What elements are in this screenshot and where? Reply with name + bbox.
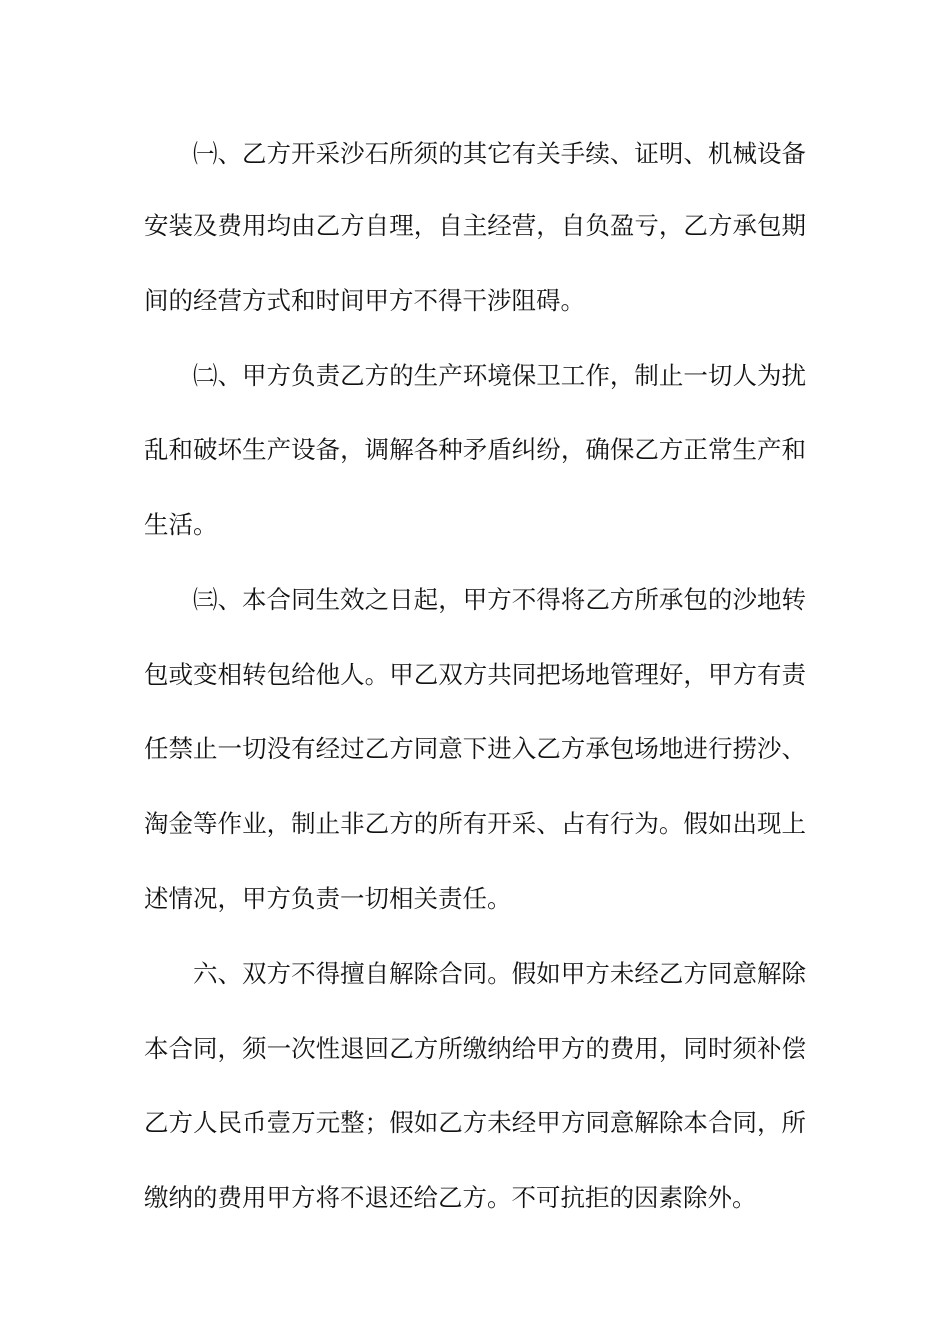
- paragraph-1-line-3: 间的经营方式和时间甲方不得干涉阻碍。: [144, 286, 585, 315]
- paragraph-2-line-1: ㈡、甲方负责乙方的生产环境保卫工作，制止一切人为扰: [193, 361, 806, 390]
- paragraph-4-line-1: 六、双方不得擅自解除合同。假如甲方未经乙方同意解除: [193, 959, 806, 988]
- paragraph-3-line-2: 包或变相转包给他人。甲乙双方共同把场地管理好，甲方有责: [144, 660, 806, 689]
- paragraph-3-line-1: ㈢、本合同生效之日起，甲方不得将乙方所承包的沙地转: [193, 585, 806, 614]
- paragraph-1-line-1: ㈠、乙方开采沙石所须的其它有关手续、证明、机械设备: [193, 139, 806, 168]
- paragraph-3-line-4: 淘金等作业，制止非乙方的所有开采、占有行为。假如出现上: [144, 809, 806, 838]
- paragraph-4-line-4: 缴纳的费用甲方将不退还给乙方。不可抗拒的因素除外。: [144, 1183, 757, 1212]
- paragraph-1-line-2: 安装及费用均由乙方自理，自主经营，自负盈亏，乙方承包期: [144, 211, 806, 240]
- paragraph-2-line-2: 乱和破坏生产设备，调解各种矛盾纠纷，确保乙方正常生产和: [144, 435, 806, 464]
- paragraph-4-line-3: 乙方人民币壹万元整；假如乙方未经甲方同意解除本合同，所: [144, 1108, 806, 1137]
- paragraph-3-line-3: 任禁止一切没有经过乙方同意下进入乙方承包场地进行捞沙、: [144, 734, 806, 763]
- paragraph-3-line-5: 述情况，甲方负责一切相关责任。: [144, 884, 512, 913]
- paragraph-4-line-2: 本合同，须一次性退回乙方所缴纳给甲方的费用，同时须补偿: [144, 1034, 806, 1063]
- paragraph-2-line-3: 生活。: [144, 510, 218, 539]
